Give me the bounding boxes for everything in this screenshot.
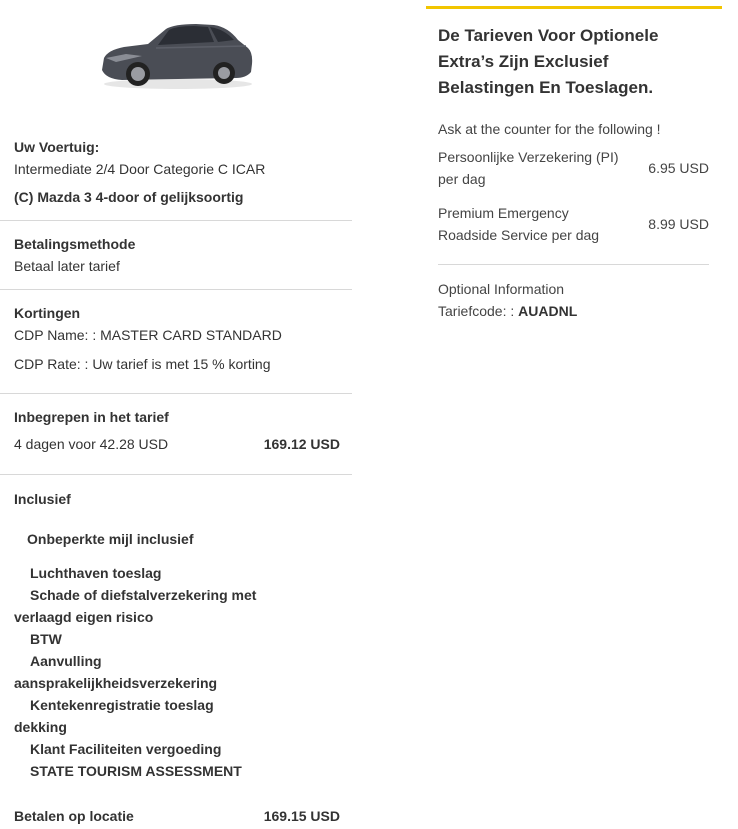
optional-info-heading: Optional Information [438, 281, 565, 297]
pay-at-location-amount: 169.15 USD [263, 808, 340, 824]
inclusive-item: Luchthaven toeslag [30, 565, 162, 581]
vehicle-section [14, 138, 340, 212]
optional-extras-title: De Tarieven Voor Optionele Extra’s Zijn Exclusief Belastingen En Toeslagen. [438, 26, 659, 97]
divider [0, 220, 352, 221]
inclusive-item: Schade of diefstalverzekering met verlaagd eigen risico [14, 587, 257, 625]
inclusive-item: Klant Faciliteiten vergoeding [30, 741, 222, 757]
inclusive-items [14, 562, 284, 782]
inclusive-heading: Inclusief [14, 491, 71, 507]
discounts-section [14, 304, 340, 380]
vehicle-model: (C) Mazda 3 4-door of gelijksoortig [14, 189, 244, 205]
inclusive-item: Kentekenregistratie toeslag dekking [14, 697, 214, 735]
accent-bar [426, 6, 722, 9]
vehicle-heading: Uw Voertuig: [14, 139, 100, 155]
car-icon [96, 18, 256, 94]
extra-name: Persoonlijke Verzekering (PI) per dag [438, 149, 619, 187]
rate-code-label: Tariefcode: : [438, 303, 519, 319]
cdp-rate: CDP Rate: : Uw tarief is met 15 % korting [14, 356, 271, 372]
extra-price: 6.95 USD [648, 160, 709, 176]
pay-at-location-label: Betalen op locatie [14, 808, 134, 824]
payment-heading: Betalingsmethode [14, 236, 136, 252]
inclusive-section [14, 490, 340, 548]
included-rate-section [14, 408, 340, 462]
divider [0, 289, 352, 290]
inclusive-item: STATE TOURISM ASSESSMENT [30, 763, 242, 779]
rate-code [438, 302, 577, 320]
payment-section [14, 235, 340, 279]
cdp-name: CDP Name: : MASTER CARD STANDARD [14, 327, 282, 343]
vehicle-category: Intermediate 2/4 Door Categorie C ICAR [14, 161, 266, 177]
included-rate-heading: Inbegrepen in het tarief [14, 409, 169, 425]
inclusive-item: Aanvulling aansprakelijkheidsverzekering [14, 653, 218, 691]
extra-name: Premium Emergency Roadside Service per dag [438, 205, 600, 243]
discounts-heading: Kortingen [14, 305, 81, 321]
ask-counter-text: Ask at the counter for the following ! [438, 121, 661, 137]
divider [0, 474, 352, 475]
inclusive-item: BTW [30, 631, 62, 647]
mileage-label: Onbeperkte mijl inclusief [27, 531, 194, 547]
pay-at-location [14, 807, 340, 825]
car-image [96, 18, 256, 94]
payment-value: Betaal later tarief [14, 258, 120, 274]
divider [438, 264, 709, 265]
extra-price: 8.99 USD [648, 216, 709, 232]
rate-code-value: AUADNL [518, 303, 578, 319]
included-rate-line: 4 dagen voor 42.28 USD [14, 436, 169, 452]
divider [0, 393, 352, 394]
included-rate-total: 169.12 USD [263, 436, 340, 452]
